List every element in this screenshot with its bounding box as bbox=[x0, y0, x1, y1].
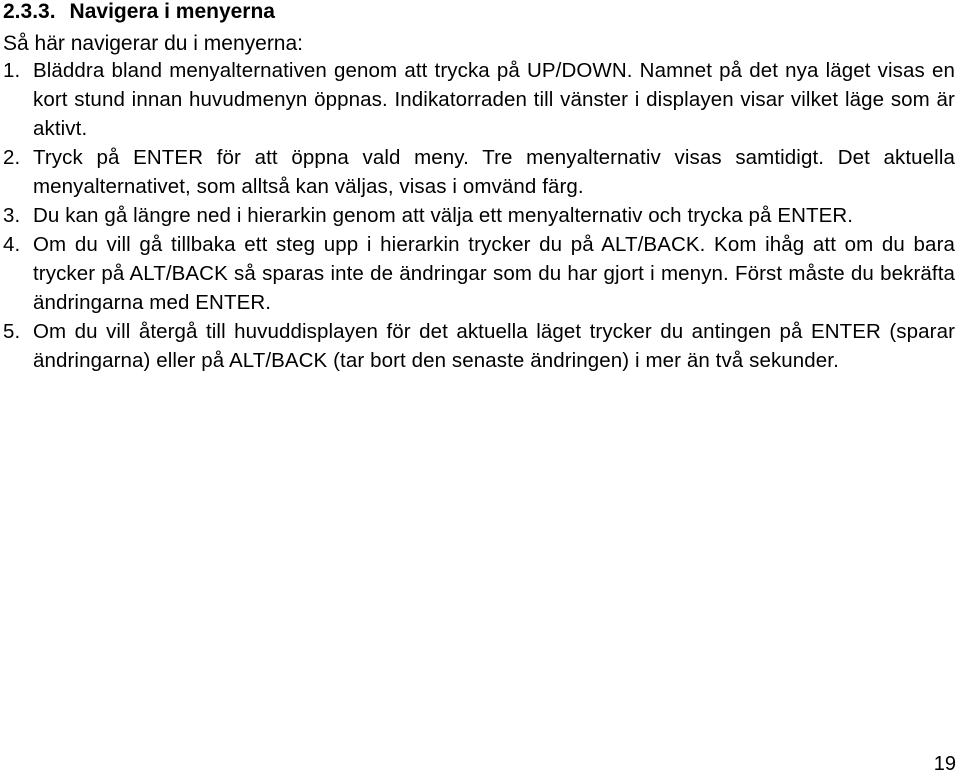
list-item bbox=[3, 230, 955, 317]
section-title: Navigera i menyerna bbox=[69, 0, 275, 23]
list-item bbox=[3, 201, 955, 230]
step-marker: 5. bbox=[3, 320, 21, 343]
step-marker: 1. bbox=[3, 59, 21, 82]
page-number: 19 bbox=[933, 753, 956, 775]
list-item bbox=[3, 143, 955, 201]
section-number: 2.3.3. bbox=[3, 0, 56, 23]
section-heading bbox=[3, 0, 275, 26]
list-item bbox=[3, 317, 955, 375]
intro-text: Så här navigerar du i menyerna: bbox=[3, 32, 303, 55]
step-marker: 2. bbox=[3, 146, 21, 169]
step-text: Du kan gå längre ned i hierarkin genom att välja ett menyalternativ och trycka på ENTER. bbox=[33, 204, 854, 227]
step-text: Bläddra bland menyalternativen genom att trycka på UP/DOWN. Namnet på det nya läget visas en kort stund innan huvudmenyn öppnas. Indikatorraden till vänster i displayen visar vilket läge som är aktivt. bbox=[33, 59, 955, 140]
step-marker: 3. bbox=[3, 204, 21, 227]
step-text: Om du vill återgå till huvuddisplayen för det aktuella läget trycker du antingen på ENTER (sparar ändringarna) eller på ALT/BACK (tar bort den senaste ändringen) i mer än två sekunder. bbox=[33, 320, 955, 372]
list-item bbox=[3, 56, 955, 143]
step-text: Tryck på ENTER för att öppna vald meny. Tre menyalternativ visas samtidigt. Det aktuella menyalternativet, som alltså kan väljas, visas i omvänd färg. bbox=[33, 146, 955, 198]
step-marker: 4. bbox=[3, 233, 21, 256]
step-text: Om du vill gå tillbaka ett steg upp i hierarkin trycker du på ALT/BACK. Kom ihåg att om du bara trycker på ALT/BACK så sparas inte de ändringar som du har gjort i menyn. Först måste du bekräfta ändringarna med ENTER. bbox=[33, 233, 955, 314]
step-list bbox=[3, 56, 955, 375]
